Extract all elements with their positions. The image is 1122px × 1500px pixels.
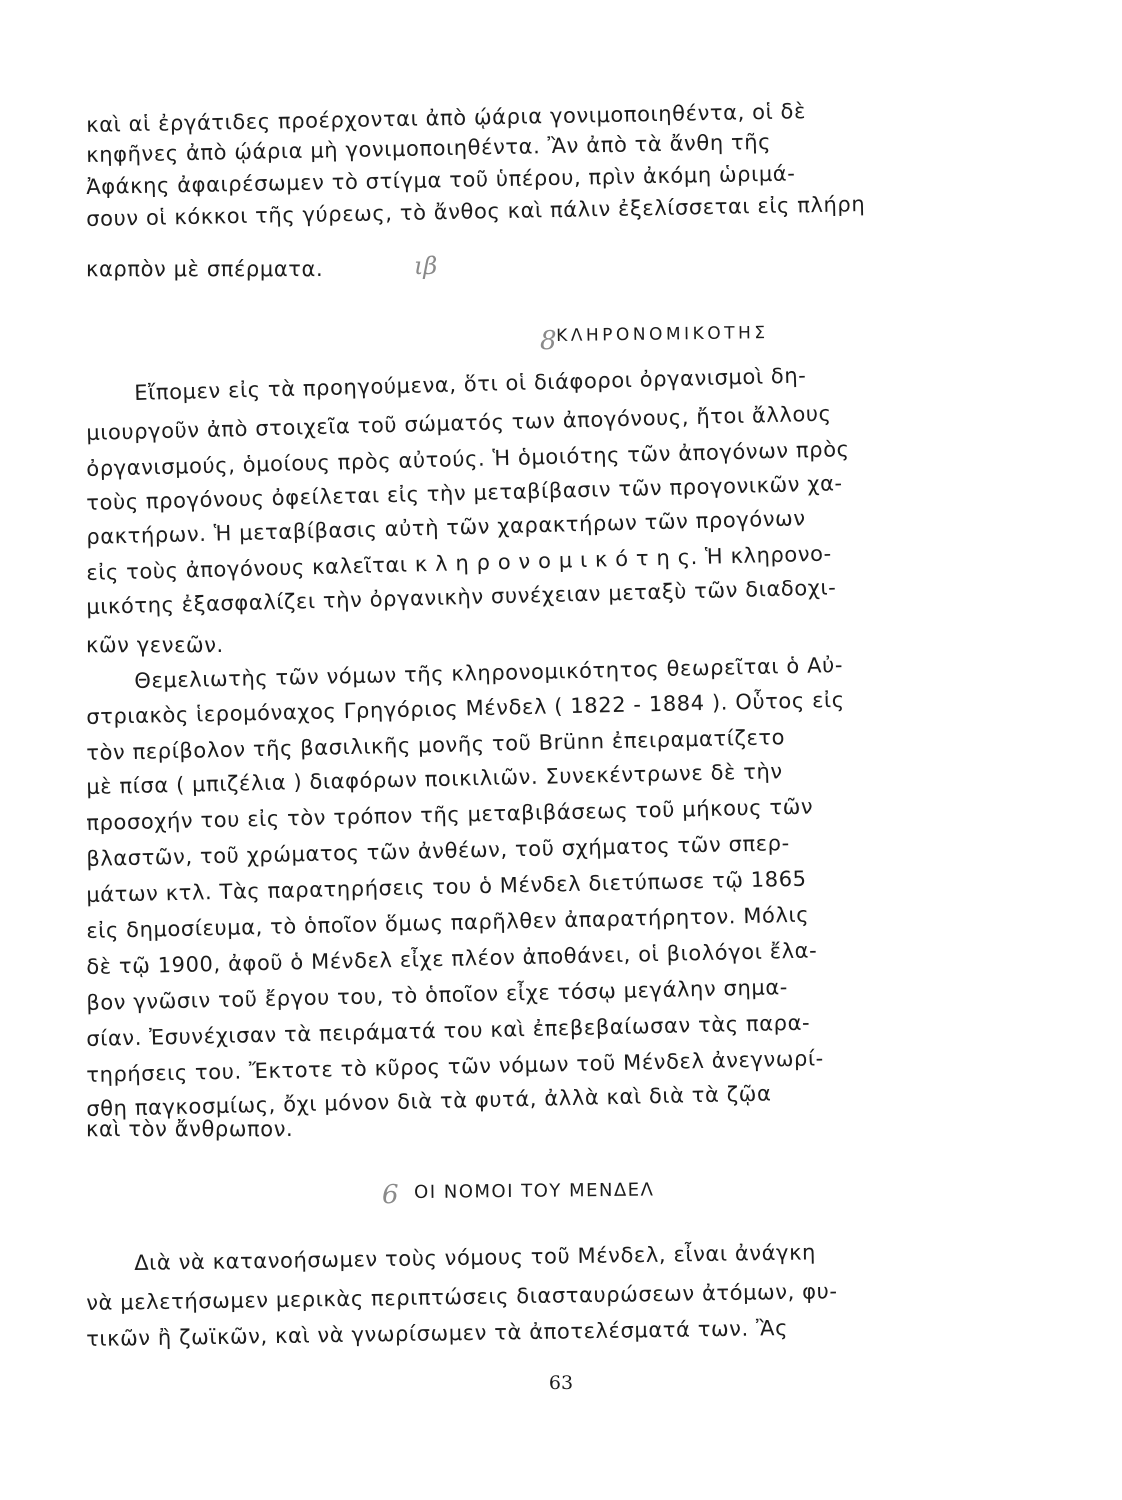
text-line: βον γνῶσιν τοῦ ἔργου του, τὸ ὁποῖον εἶχε τόσῳ μεγάλην σημα-	[86, 975, 789, 1015]
text-line: τοὺς προγόνους ὀφείλεται εἰς τὴν μεταβίβασιν τῶν προγονικῶν χα-	[86, 471, 843, 515]
text-line: μιουργοῦν ἀπὸ στοιχεῖα τοῦ σώματός των ἀπογόνους, ἤτοι ἄλλους	[86, 401, 832, 445]
text-line: σθη παγκοσμίως, ὄχι μόνον διὰ τὰ φυτά, ἀλλὰ καὶ διὰ τὰ ζῷα	[86, 1081, 772, 1121]
text-line: τὸν περίβολον τῆς βασιλικῆς μονῆς τοῦ Brünn ἐπειραματίζετο	[86, 725, 786, 765]
text-line: εἰς τοὺς ἀπογόνους καλεῖται κ λ η ρ ο ν ο μ ι κ ό τ η ς. Ἡ κληρονο-	[86, 541, 833, 585]
text-line: καὶ αἱ ἐργάτιδες προέρχονται ἀπὸ ῴάρια γονιμοποιηθέντα, οἱ δὲ	[86, 99, 807, 137]
text-line: Εἴπομεν εἰς τὰ προηγούμενα, ὅτι οἱ διάφοροι ὀργανισμοὶ δη-	[134, 363, 807, 405]
text-line: μάτων κτλ. Τὰς παρατηρήσεις του ὁ Μένδελ διετύπωσε τῷ 1865	[86, 866, 807, 907]
page-number: 63	[548, 1372, 574, 1394]
text-line: σουν οἱ κόκκοι τῆς γύρεως, τὸ ἄνθος καὶ πάλιν ἐξελίσσεται εἰς πλήρη	[86, 192, 866, 231]
text-line: βλαστῶν, τοῦ χρώματος τῶν ἀνθέων, τοῦ σχήματος τῶν σπερ-	[86, 831, 791, 871]
text-line: κηφῆνες ἀπὸ ῴάρια μὴ γονιμοποιηθέντα. Ἂν ἀπὸ τὰ ἄνθη τῆς	[86, 129, 772, 167]
handwritten-section-mark: 6	[382, 1180, 399, 1210]
handwritten-section-mark: 8	[540, 326, 557, 356]
section-heading-heredity: ΚΛΗΡΟΝΟΜΙΚΟΤΗΣ	[556, 323, 769, 346]
text-line: καὶ τὸν ἄνθρωπον.	[86, 1117, 294, 1141]
text-line: μὲ πίσα ( μπιζέλια ) διαφόρων ποικιλιῶν. Συνεκέντρωνε δὲ τὴν	[86, 759, 783, 799]
text-line: ρακτήρων. Ἡ μεταβίβασις αὐτὴ τῶν χαρακτήρων τῶν προγόνων	[86, 506, 806, 549]
text-line: κῶν γενεῶν.	[86, 633, 224, 657]
text-line: τηρήσεις του. Ἔκτοτε τὸ κῦρος τῶν νόμων τοῦ Μένδελ ἀνεγνωρί-	[86, 1046, 825, 1087]
text-line: καρπὸν μὲ σπέρματα.	[86, 257, 324, 281]
text-line: μικότης ἐξασφαλίζει τὴν ὀργανικὴν συνέχειαν μεταξὺ τῶν διαδοχι-	[86, 575, 837, 619]
section-heading-mendel-laws: ΟΙ ΝΟΜΟΙ ΤΟΥ ΜΕΝΔΕΛ	[414, 1179, 655, 1203]
text-line: δὲ τῷ 1900, ἀφοῦ ὁ Μένδελ εἶχε πλέον ἀποθάνει, οἱ βιολόγοι ἔλα-	[86, 938, 818, 979]
text-line: Διὰ νὰ κατανοήσωμεν τοὺς νόμους τοῦ Μένδελ, εἶναι ἀνάγκη	[134, 1240, 817, 1275]
text-line: Ἀφάκης ἀφαιρέσωμεν τὸ στίγμα τοῦ ὑπέρου, πρὶν ἀκόμη ὡριμά-	[86, 161, 796, 199]
handwritten-page-mark: ιβ	[414, 252, 438, 280]
text-line: σίαν. Ἐσυνέχισαν τὰ πειράματά του καὶ ἐπεβεβαίωσαν τὰς παρα-	[86, 1010, 811, 1051]
text-line: νὰ μελετήσωμεν μερικὰς περιπτώσεις διασταυρώσεων ἀτόμων, φυ-	[86, 1279, 838, 1315]
text-line: εἰς δημοσίευμα, τὸ ὁποῖον ὅμως παρῆλθεν ἀπαρατήρητον. Μόλις	[86, 902, 810, 943]
text-line: προσοχήν του εἰς τὸν τρόπον τῆς μεταβιβάσεως τοῦ μήκους τῶν	[86, 794, 814, 835]
text-line: Θεμελιωτὴς τῶν νόμων τῆς κληρονομικότητος θεωρεῖται ὁ Αὐ-	[134, 652, 844, 693]
text-line: στριακὸς ἱερομόναχος Γρηγόριος Μένδελ ( 1822 - 1884 ). Οὗτος εἰς	[86, 687, 845, 729]
text-line: ὀργανισμούς, ὁμοίους πρὸς αὐτούς. Ἡ ὁμοιότης τῶν ἀπογόνων πρὸς	[86, 437, 850, 481]
text-line: τικῶν ἢ ζωϊκῶν, καὶ νὰ γνωρίσωμεν τὰ ἀποτελέσματά των. Ἂς	[86, 1315, 789, 1351]
